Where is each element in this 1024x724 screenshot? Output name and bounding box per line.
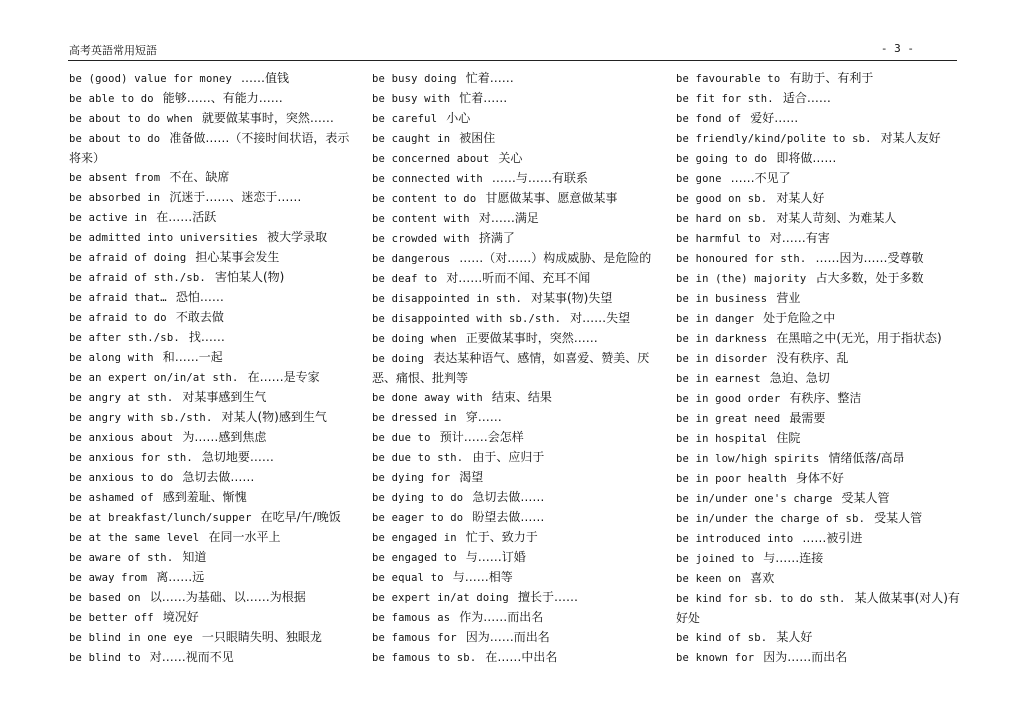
chinese-meaning: 情绪低落/高昂 [828,451,905,465]
phrase-entry [372,628,662,648]
chinese-meaning: 境况好 [162,610,199,624]
chinese-meaning: 恐怕…… [175,290,224,304]
phrase-entry [372,588,662,608]
english-phrase: be in earnest [676,373,761,385]
english-phrase: be in poor health [676,473,787,485]
phrase-entry [676,249,966,269]
phrase-entry [676,549,966,569]
chinese-meaning: 急切去做…… [472,490,545,504]
english-phrase: be in disorder [676,353,768,365]
phrase-entry [372,189,662,209]
english-phrase: be angry with sb./sth. [69,412,213,424]
chinese-meaning: 对……满足 [478,211,539,225]
english-phrase: be away from [69,572,148,584]
chinese-meaning: 对某人苛刻、为难某人 [776,211,897,225]
phrase-entry [372,388,662,408]
english-phrase: be in low/high spirits [676,453,820,465]
phrase-entry [372,568,662,588]
phrase-entry [676,149,966,169]
english-phrase: be doing when [372,333,457,345]
chinese-meaning: 害怕某人(物) [214,270,285,284]
english-phrase: be in/under the charge of sb. [676,513,866,525]
chinese-meaning: 因为……而出名 [763,650,848,664]
phrase-entry [69,129,359,168]
chinese-meaning: 没有秩序、乱 [776,351,849,365]
english-phrase: be dying to do [372,492,464,504]
phrase-entry [676,569,966,589]
chinese-meaning: 甘愿做某事、愿意做某事 [485,191,618,205]
chinese-meaning: 对……失望 [570,311,631,325]
phrase-entry [69,89,359,109]
english-phrase: be due to [372,432,431,444]
chinese-meaning: 与……订婚 [465,550,526,564]
english-phrase: be along with [69,352,154,364]
chinese-meaning: 能够……、有能力…… [162,91,283,105]
phrase-entry [676,429,966,449]
english-phrase: be busy doing [372,73,457,85]
chinese-meaning: 忙于、致力于 [465,530,538,544]
phrase-entry [676,409,966,429]
english-phrase: be in hospital [676,433,768,445]
english-phrase: be dangerous [372,253,451,265]
chinese-meaning: 为……感到焦虑 [182,430,267,444]
chinese-meaning: 有秩序、整洁 [789,391,862,405]
phrase-entry [676,269,966,289]
chinese-meaning: 爱好…… [750,111,799,125]
english-phrase: be kind for sb. to do sth. [676,593,846,605]
english-phrase: be fond of [676,113,742,125]
english-phrase: be hard on sb. [676,213,768,225]
phrase-entry [69,428,359,448]
phrase-entry [69,548,359,568]
english-phrase: be disappointed with sb./sth. [372,313,562,325]
english-phrase: be absorbed in [69,192,161,204]
phrase-entry [372,109,662,129]
chinese-meaning: 小心 [446,111,471,125]
english-phrase: be based on [69,592,141,604]
chinese-meaning: 某人做某事(对人)有好处 [676,591,960,625]
english-phrase: be aware of sth. [69,552,174,564]
phrase-entry [676,529,966,549]
chinese-meaning: 对……有害 [769,231,830,245]
english-phrase: be introduced into [676,533,794,545]
chinese-meaning: 表达某种语气、感情，如喜爱、赞美、厌恶、痛恨、批判等 [372,351,650,385]
chinese-meaning: ……不见了 [730,171,791,185]
chinese-meaning: 某人好 [776,630,813,644]
chinese-meaning: 作为……而出名 [459,610,544,624]
phrase-entry [372,249,662,269]
phrase-entry [372,428,662,448]
chinese-meaning: 在黑暗之中(无光，用于指状态) [776,331,942,345]
english-phrase: be content with [372,213,470,225]
phrase-entry [69,268,359,288]
phrase-entry [676,329,966,349]
chinese-meaning: 以……为基础、以……为根据 [149,590,306,604]
english-phrase: be busy with [372,93,451,105]
english-phrase: be about to do [69,133,161,145]
english-phrase: be friendly/kind/polite to sb. [676,133,872,145]
english-phrase: be due to sth. [372,452,464,464]
phrase-entry [676,369,966,389]
chinese-meaning: 一只眼睛失明、独眼龙 [201,630,322,644]
chinese-meaning: 占大多数，处于多数 [815,271,924,285]
english-phrase: be content to do [372,193,477,205]
phrase-entry [372,648,662,668]
english-phrase: be expert in/at doing [372,592,509,604]
phrase-entry [372,89,662,109]
english-phrase: be favourable to [676,73,781,85]
chinese-meaning: 在……活跃 [156,210,217,224]
chinese-meaning: 对……视而不见 [149,650,234,664]
phrase-entry [676,349,966,369]
chinese-meaning: 与……相等 [452,570,513,584]
chinese-meaning: 处于危险之中 [763,311,836,325]
phrase-entry [372,468,662,488]
english-phrase: be dressed in [372,412,457,424]
chinese-meaning: 对某人(物)感到生气 [221,410,327,424]
header-divider [68,60,957,61]
chinese-meaning: 在同一水平上 [208,530,281,544]
english-phrase: be in danger [676,313,755,325]
english-phrase: be in business [676,293,768,305]
english-phrase: be after sth./sb. [69,332,180,344]
phrase-entry [676,449,966,469]
phrase-entry [69,69,359,89]
chinese-meaning: 忙着…… [459,91,508,105]
english-phrase: be afraid that… [69,292,167,304]
phrase-entry [372,209,662,229]
chinese-meaning: 在……中出名 [485,650,558,664]
chinese-meaning: 预计……会怎样 [439,430,524,444]
chinese-meaning: 结束、结果 [491,390,552,404]
english-phrase: be admitted into universities [69,232,259,244]
phrase-entry [372,508,662,528]
english-phrase: be good on sb. [676,193,768,205]
phrase-entry [372,329,662,349]
phrase-entry [676,69,966,89]
english-phrase: be in good order [676,393,781,405]
chinese-meaning: 忙着…… [465,71,514,85]
phrase-entry [372,548,662,568]
phrase-entry [676,169,966,189]
english-phrase: be angry at sth. [69,392,174,404]
chinese-meaning: 就要做某事时，突然…… [201,111,334,125]
chinese-meaning: 对某事感到生气 [182,390,267,404]
phrase-entry [69,448,359,468]
phrase-entry [372,349,662,388]
chinese-meaning: ……因为……受尊敬 [815,251,924,265]
chinese-meaning: 与……连接 [763,551,824,565]
phrase-entry [69,348,359,368]
english-phrase: be kind of sb. [676,632,768,644]
english-phrase: be going to do [676,153,768,165]
chinese-meaning: 关心 [498,151,523,165]
english-phrase: be famous to sb. [372,652,477,664]
phrase-entry [372,169,662,189]
chinese-meaning: ……值钱 [241,71,290,85]
phrase-entry [69,648,359,668]
phrase-entry [69,328,359,348]
phrase-entry [372,129,662,149]
phrase-entry [69,588,359,608]
phrase-entry [676,109,966,129]
english-phrase: be anxious to do [69,472,174,484]
phrase-column-3 [676,69,966,668]
chinese-meaning: 对某人友好 [880,131,941,145]
phrase-entry [676,129,966,149]
chinese-meaning: 急切地要…… [201,450,274,464]
chinese-meaning: ……与……有联系 [491,171,588,185]
phrase-entry [676,489,966,509]
english-phrase: be harmful to [676,233,761,245]
english-phrase: be about to do when [69,113,193,125]
phrase-entry [676,309,966,329]
chinese-meaning: 因为……而出名 [465,630,550,644]
chinese-meaning: 适合…… [782,91,831,105]
phrase-entry [69,248,359,268]
english-phrase: be at breakfast/lunch/supper [69,512,252,524]
page-number: - 3 - [880,42,914,55]
chinese-meaning: 离……远 [156,570,205,584]
phrase-entry [69,368,359,388]
phrase-entry [69,528,359,548]
english-phrase: be doing [372,353,425,365]
english-phrase: be fit for sth. [676,93,774,105]
phrase-entry [69,208,359,228]
chinese-meaning: 沉迷于……、迷恋于…… [169,190,302,204]
english-phrase: be in great need [676,413,781,425]
english-phrase: be blind in one eye [69,632,193,644]
phrase-entry [69,508,359,528]
chinese-meaning: 即将做…… [776,151,837,165]
phrase-entry [676,189,966,209]
chinese-meaning: 穿…… [465,410,502,424]
english-phrase: be connected with [372,173,483,185]
english-phrase: be engaged in [372,532,457,544]
phrase-entry [69,468,359,488]
english-phrase: be ashamed of [69,492,154,504]
phrase-entry [69,488,359,508]
chinese-meaning: 渴望 [459,470,484,484]
english-phrase: be afraid of doing [69,252,187,264]
chinese-meaning: 最需要 [789,411,826,425]
english-phrase: be eager to do [372,512,464,524]
phrase-entry [69,388,359,408]
phrase-entry [69,308,359,328]
english-phrase: be deaf to [372,273,438,285]
english-phrase: be afraid of sth./sb. [69,272,206,284]
phrase-entry [69,568,359,588]
phrase-entry [372,229,662,249]
phrase-entry [676,648,966,668]
chinese-meaning: 担心某事会发生 [195,250,280,264]
phrase-entry [372,149,662,169]
chinese-meaning: ……（对……）构成威胁、是危险的 [459,251,652,265]
phrase-column-1 [69,69,359,668]
chinese-meaning: 对……听而不闻、充耳不闻 [446,271,591,285]
english-phrase: be afraid to do [69,312,167,324]
chinese-meaning: 在吃早/午/晚饭 [260,510,341,524]
chinese-meaning: 知道 [182,550,207,564]
phrase-entry [69,408,359,428]
phrase-entry [372,309,662,329]
phrase-entry [676,389,966,409]
english-phrase: be crowded with [372,233,470,245]
phrase-entry [372,289,662,309]
english-phrase: be in darkness [676,333,768,345]
english-phrase: be blind to [69,652,141,664]
chinese-meaning: 身体不好 [795,471,844,485]
english-phrase: be engaged to [372,552,457,564]
chinese-meaning: 受某人管 [874,511,923,525]
english-phrase: be active in [69,212,148,224]
phrase-entry [69,288,359,308]
english-phrase: be known for [676,652,755,664]
chinese-meaning: 有助于、有利于 [789,71,874,85]
english-phrase: be in/under one's charge [676,493,833,505]
chinese-meaning: 喜欢 [750,571,775,585]
phrase-entry [372,448,662,468]
chinese-meaning: 和……一起 [162,350,223,364]
chinese-meaning: 擅长于…… [517,590,578,604]
chinese-meaning: 住院 [776,431,801,445]
phrase-entry [372,528,662,548]
phrase-entry [676,89,966,109]
english-phrase: be dying for [372,472,451,484]
english-phrase: be gone [676,173,722,185]
english-phrase: be anxious for sth. [69,452,193,464]
phrase-entry [676,209,966,229]
chinese-meaning: ……被引进 [802,531,863,545]
chinese-meaning: 感到羞耻、惭愧 [162,490,247,504]
chinese-meaning: 挤满了 [478,231,515,245]
phrase-entry [69,109,359,129]
phrase-entry [372,488,662,508]
chinese-meaning: 不敢去做 [175,310,224,324]
english-phrase: be careful [372,113,438,125]
phrase-entry [372,408,662,428]
phrase-entry [372,269,662,289]
english-phrase: be disappointed in sth. [372,293,522,305]
english-phrase: be keen on [676,573,742,585]
phrase-entry [676,628,966,648]
chinese-meaning: 被大学录取 [267,230,328,244]
phrase-entry [69,188,359,208]
english-phrase: be done away with [372,392,483,404]
chinese-meaning: 对某事(物)失望 [531,291,613,305]
english-phrase: be in (the) majority [676,273,807,285]
english-phrase: be concerned about [372,153,490,165]
phrase-entry [676,469,966,489]
chinese-meaning: 急迫、急切 [769,371,830,385]
english-phrase: be able to do [69,93,154,105]
english-phrase: be better off [69,612,154,624]
english-phrase: be joined to [676,553,755,565]
english-phrase: be famous for [372,632,457,644]
phrase-entry [69,168,359,188]
phrase-entry [676,229,966,249]
english-phrase: be equal to [372,572,444,584]
chinese-meaning: 被困住 [459,131,496,145]
english-phrase: be (good) value for money [69,73,233,85]
chinese-meaning: 准备做……（不接时间状语，表示将来） [69,131,350,165]
chinese-meaning: 在……是专家 [247,370,320,384]
english-phrase: be absent from [69,172,161,184]
phrase-entry [69,228,359,248]
chinese-meaning: 盼望去做…… [472,510,545,524]
english-phrase: be at the same level [69,532,200,544]
chinese-meaning: 找…… [188,330,225,344]
english-phrase: be caught in [372,133,451,145]
chinese-meaning: 营业 [776,291,801,305]
phrase-entry [372,69,662,89]
chinese-meaning: 对某人好 [776,191,825,205]
chinese-meaning: 急切去做…… [182,470,255,484]
chinese-meaning: 正要做某事时，突然…… [465,331,598,345]
phrase-column-2 [372,69,662,668]
english-phrase: be an expert on/in/at sth. [69,372,239,384]
phrase-entry [69,628,359,648]
phrase-entry [676,289,966,309]
english-phrase: be honoured for sth. [676,253,807,265]
phrase-entry [372,608,662,628]
header-title: 高考英語常用短語 [69,44,157,57]
english-phrase: be anxious about [69,432,174,444]
chinese-meaning: 由于、应归于 [472,450,545,464]
phrase-entry [69,608,359,628]
chinese-meaning: 不在、缺席 [169,170,230,184]
english-phrase: be famous as [372,612,451,624]
phrase-entry [676,589,966,628]
phrase-entry [676,509,966,529]
chinese-meaning: 受某人管 [841,491,890,505]
